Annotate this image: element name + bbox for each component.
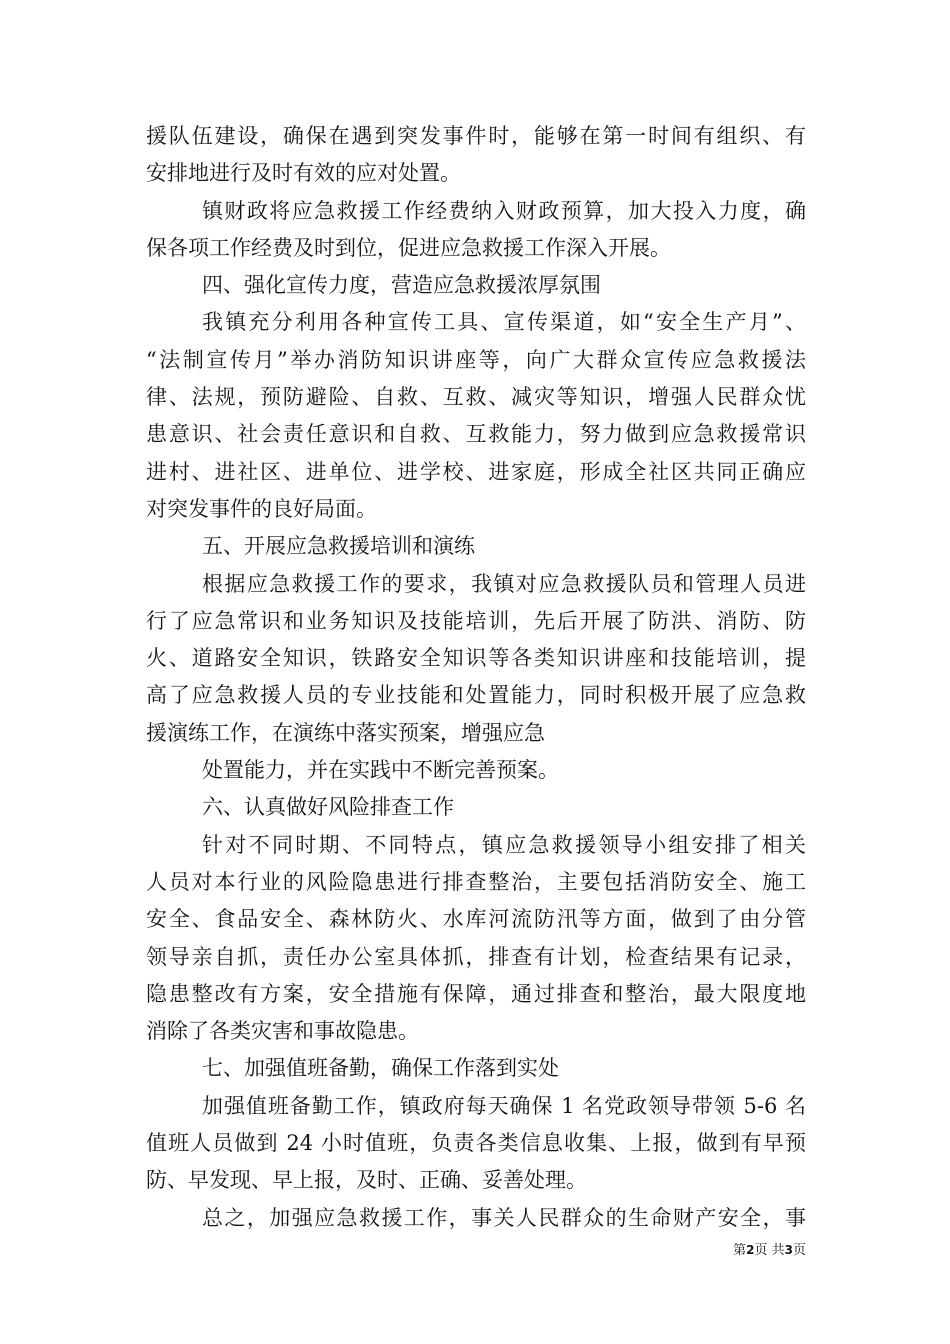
text-line: “法制宣传月”举办消防知识讲座等，向广大群众宣传应急救援法: [146, 347, 806, 372]
text-line: 根据应急救援工作的要求，我镇对应急救援队员和管理人员进: [202, 571, 806, 596]
text-line: 防、早发现、早上报，及时、正确、妥善处理。: [146, 1168, 587, 1193]
current-page-number: 2: [746, 1243, 755, 1257]
text-line: 值班人员做到 24 小时值班，负责各类信息收集、上报，做到有早预: [146, 1131, 806, 1156]
text-line: 七、加强值班备勤，确保工作落到实处: [202, 1056, 559, 1081]
text-line: 五、开展应急救援培训和演练: [202, 534, 475, 559]
total-page-number: 3: [784, 1243, 793, 1257]
text-line: 保各项工作经费及时到位，促进应急救援工作深入开展。: [146, 235, 671, 260]
text-line: 人员对本行业的风险隐患进行排查整治，主要包括消防安全、施工: [146, 869, 806, 894]
text-line: 律、法规，预防避险、自救、互救、减灾等知识，增强人民群众忧: [146, 385, 806, 410]
page-footer: [700, 1241, 806, 1260]
text-line: 镇财政将应急救援工作经费纳入财政预算，加大投入力度，确: [202, 198, 806, 223]
text-line: 六、认真做好风险排查工作: [202, 795, 454, 820]
text-line: 针对不同时期、不同特点，镇应急救援领导小组安排了相关: [202, 832, 806, 857]
text-line: 患意识、社会责任意识和自救、互救能力，努力做到应急救援常识: [146, 422, 806, 447]
text-line: 援演练工作，在演练中落实预案，增强应急: [146, 720, 545, 745]
text-line: 火、道路安全知识，铁路安全知识等各类知识讲座和技能培训，提: [146, 646, 806, 671]
text-line: 高了应急救援人员的专业技能和处置能力，同时积极开展了应急救: [146, 683, 806, 708]
text-line: 行了应急常识和业务知识及技能培训，先后开展了防洪、消防、防: [146, 608, 806, 633]
text-line: 进村、进社区、进单位、进学校、进家庭，形成全社区共同正确应: [146, 459, 806, 484]
text-line: 安全、食品安全、森林防火、水库河流防汛等方面，做到了由分管: [146, 907, 806, 932]
footer-suffix: 页: [792, 1243, 806, 1258]
text-line: 援队伍建设，确保在遇到突发事件时，能够在第一时间有组织、有: [146, 124, 806, 148]
text-line: 四、强化宣传力度，营造应急救援浓厚氛围: [202, 273, 601, 298]
text-line: 安排地进行及时有效的应对处置。: [146, 161, 461, 186]
text-line: 消除了各类灾害和事故隐患。: [146, 1019, 419, 1044]
footer-prefix: 第: [733, 1243, 747, 1258]
text-line: 加强值班备勤工作，镇政府每天确保 1 名党政领导带领 5-6 名: [202, 1093, 806, 1118]
text-line: 领导亲自抓，责任办公室具体抓，排查有计划，检查结果有记录，: [146, 944, 806, 969]
text-line: 处置能力，并在实践中不断完善预案。: [202, 758, 559, 783]
body-text: [146, 118, 806, 1237]
text-line: 总之，加强应急救援工作，事关人民群众的生命财产安全，事: [202, 1205, 806, 1230]
text-line: 对突发事件的良好局面。: [146, 496, 377, 521]
text-line: 我镇充分利用各种宣传工具、宣传渠道，如“安全生产月”、: [202, 310, 806, 335]
footer-middle: 页 共: [754, 1243, 785, 1258]
text-line: 隐患整改有方案，安全措施有保障，通过排查和整治，最大限度地: [146, 981, 806, 1006]
